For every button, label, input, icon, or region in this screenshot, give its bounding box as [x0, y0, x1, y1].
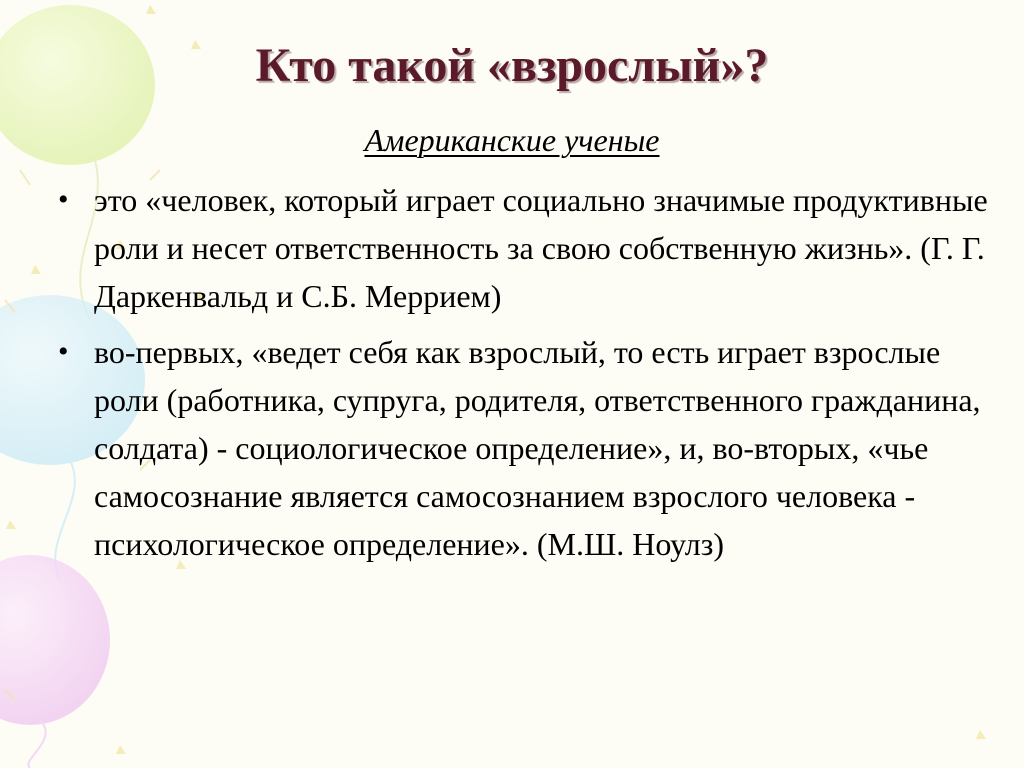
bullet-text-2: во-первых, «ведет себя как взрослый, то есть играет взрослые роли (работника, супруга, родителя, ответственного гражданина, солдата) - социологическое определение», и, во-вторых, «чье самосознание является самосознанием взрослого человека - психологическое определение». (М.Ш. Ноулз) [94, 334, 981, 562]
balloon-pink [0, 555, 110, 768]
slide-subtitle-text: Американские ученые [364, 122, 660, 158]
slide-title: Кто такой «взрослый»? [255, 39, 769, 92]
bullet-marker-icon: • [58, 335, 69, 368]
bullet-marker-icon: • [58, 183, 69, 216]
bullet-text-1: это «человек, который играет социально значимые продуктивные роли и несет ответственность за свою собственную жизнь». (Г. Г. Даркенвальд и С.Б. Мерриeм) [94, 182, 988, 314]
bullet-item-1 [58, 176, 988, 320]
bullet-list [58, 176, 988, 576]
slide-subtitle [0, 122, 1024, 159]
bullet-item-2 [58, 328, 988, 568]
